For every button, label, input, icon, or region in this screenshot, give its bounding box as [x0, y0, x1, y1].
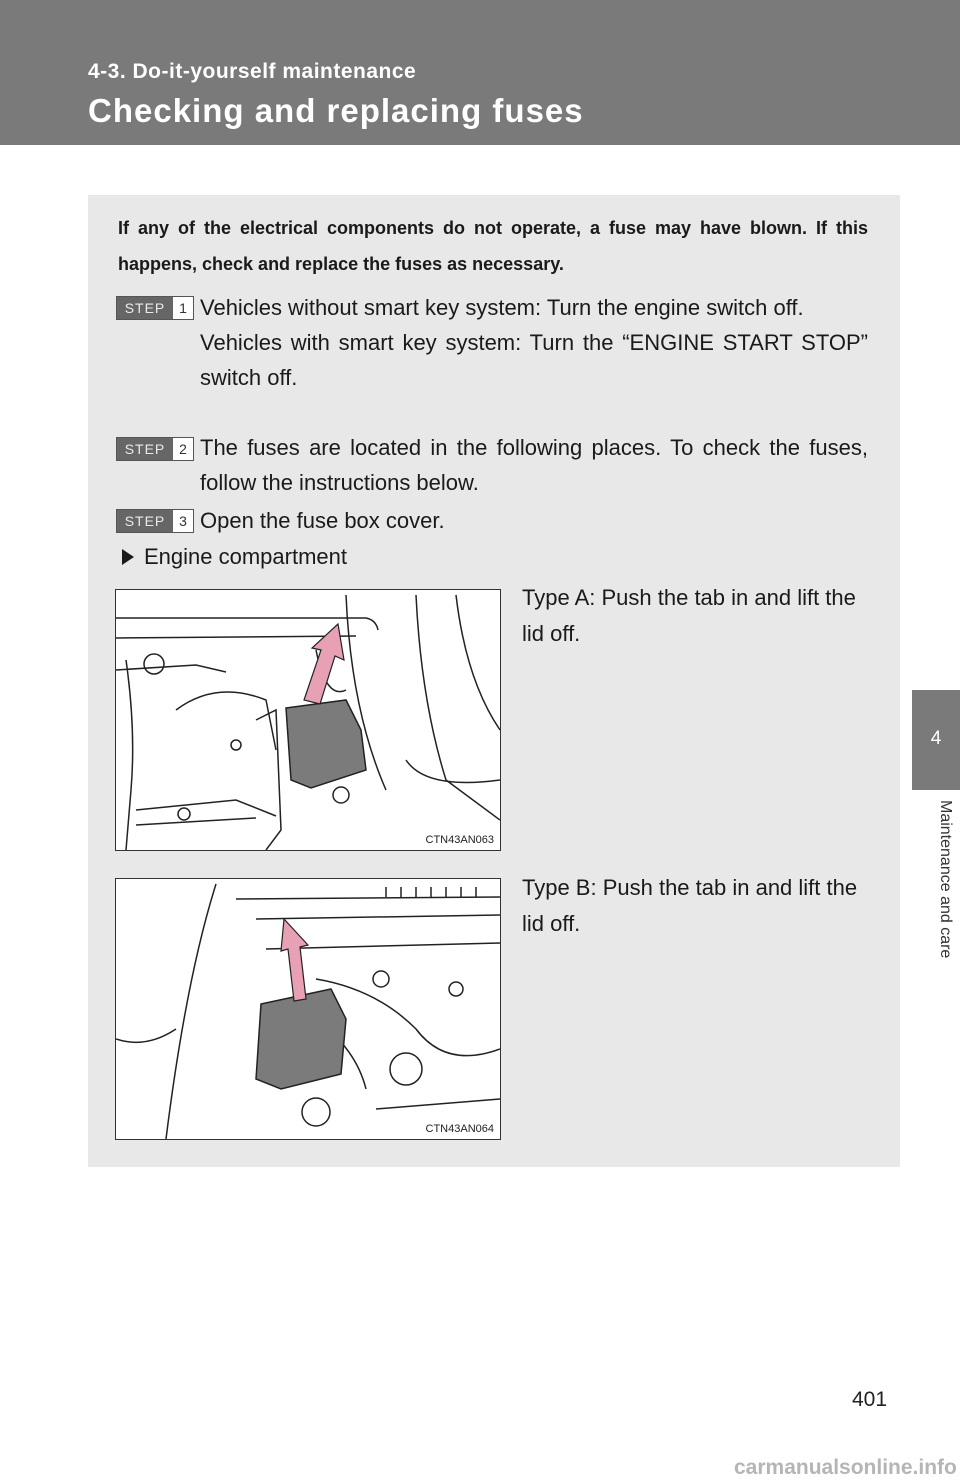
step-number: 1 [179, 300, 187, 316]
header-band [0, 0, 960, 145]
bullet-label: Engine compartment [144, 544, 347, 569]
step-word: STEP [117, 510, 173, 532]
chapter-tab[interactable] [912, 690, 960, 790]
figure-b-caption: Type B: Push the tab in and lift the lid off. [522, 875, 858, 936]
step-3-text: Open the fuse box cover. [200, 508, 445, 533]
bullet-engine-compartment [122, 544, 347, 570]
chapter-title: Maintenance and care [937, 800, 954, 959]
step-1-line-2: Vehicles with smart key system: Turn the “ENGINE START STOP” switch off. [200, 330, 868, 390]
page-number: 401 [852, 1388, 888, 1411]
bullet-arrow-icon [122, 549, 134, 565]
fuse-box-illustration-b [116, 879, 500, 1139]
figure-type-b [115, 878, 501, 1140]
fuse-box-illustration-a [116, 590, 500, 850]
page-title: Checking and replacing fuses [88, 92, 584, 129]
watermark[interactable]: carmanualsonline.info [734, 1456, 957, 1479]
step-1-text [200, 290, 868, 395]
intro-text: If any of the electrical components do not operate, a fuse may have blown. If this happens, check and replace the fuses as necessary. [118, 218, 868, 274]
step-badge-2 [116, 437, 194, 461]
chapter-number: 4 [930, 728, 942, 749]
step-word: STEP [117, 438, 173, 460]
figure-a-caption: Type A: Push the tab in and lift the lid off. [522, 585, 856, 646]
figure-code: CTN43AN063 [425, 834, 494, 846]
step-2-text: The fuses are located in the following places. To check the fuses, follow the instructions below. [200, 435, 868, 495]
step-1-line-1: Vehicles without smart key system: Turn the engine switch off. [200, 295, 804, 320]
step-word: STEP [117, 297, 173, 319]
step-number: 3 [179, 513, 187, 529]
step-badge-3 [116, 509, 194, 533]
figure-type-a [115, 589, 501, 851]
section-label: 4-3. Do-it-yourself maintenance [88, 60, 417, 83]
figure-code: CTN43AN064 [425, 1123, 494, 1135]
step-badge-1 [116, 296, 194, 320]
step-number: 2 [179, 441, 187, 457]
